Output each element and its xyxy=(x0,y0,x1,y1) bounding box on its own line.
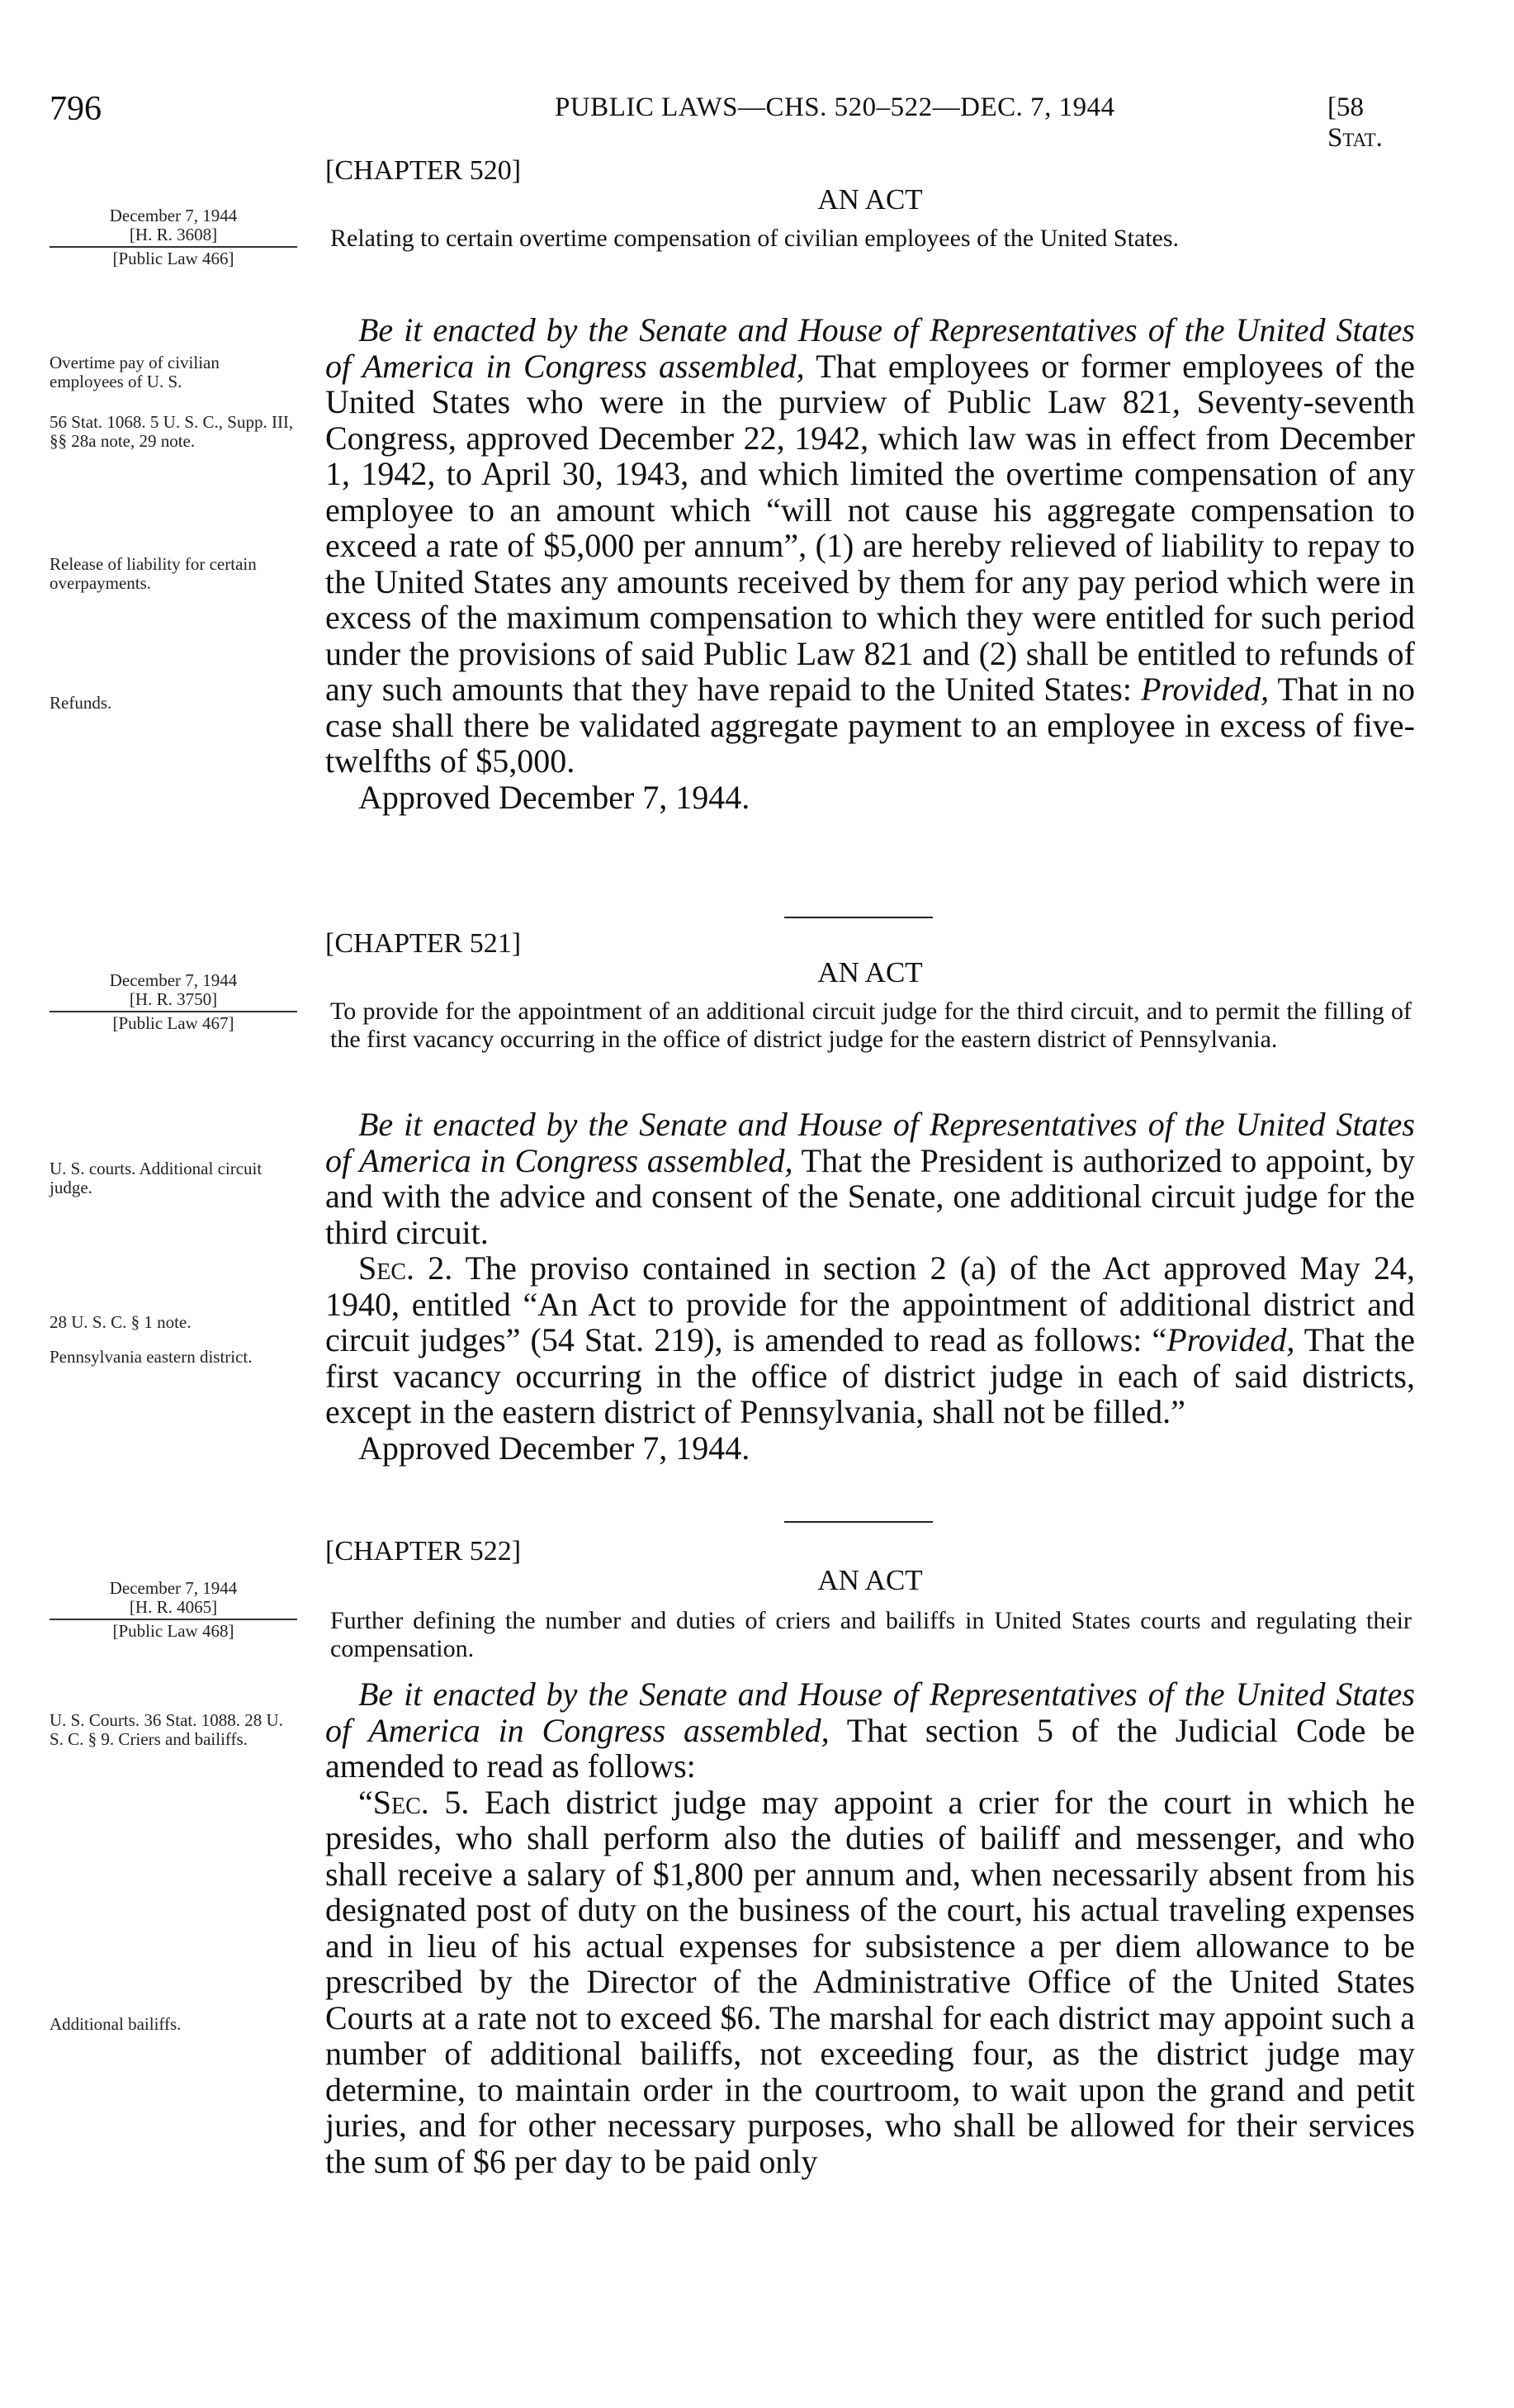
margin-public-law: [Public Law 467] xyxy=(112,1013,234,1033)
chapter-521-purpose: To provide for the appointment of an additional circuit judge for the third circuit, and to permit the filling of the first vacancy occurring in the office of district judge for the eastern district of Pennsylvania. xyxy=(330,998,1412,1053)
side-note: 28 U. S. C. § 1 note. xyxy=(50,1312,192,1332)
chapter-521-margin-citation xyxy=(50,971,297,1033)
chapter-520-body xyxy=(325,312,1415,815)
chapter-520-act-heading: AN ACT xyxy=(817,183,923,216)
chapter-521-act-heading: AN ACT xyxy=(817,956,923,988)
side-note: U. S. Courts. 36 Stat. 1088. 28 U. S. C. § 9. Criers and bailiffs. xyxy=(50,1710,283,1749)
proviso-text: That the first vacancy occurring in the office of district judge in each of said districts, except in the eastern district of Pennsylvania, shall not be filled.” xyxy=(325,1321,1416,1430)
approved-line: Approved December 7, 1944. xyxy=(358,1429,750,1467)
chapter-divider xyxy=(784,1521,933,1523)
side-note: Additional bailiffs. xyxy=(50,2014,182,2034)
chapter-divider xyxy=(784,917,933,918)
enacting-clause: Be it enacted by the Senate and House of Representatives of the United States of America in Congress assembled, xyxy=(325,1106,1415,1179)
body-text: That the President is authorized to appoint, by and with the advice and consent of the Senate, one additional circuit judge for the third circuit. xyxy=(325,1141,1415,1251)
side-note: 56 Stat. 1068. 5 U. S. C., Supp. III, §§ 28a note, 29 note. xyxy=(50,412,294,451)
margin-bill-number: [H. R. 3750] xyxy=(129,989,218,1009)
side-note: Release of liability for certain overpayments. xyxy=(50,554,257,593)
body-text: That section 5 of the Judicial Code be amended to read as follows: xyxy=(325,1711,1415,1785)
margin-rule xyxy=(50,1619,297,1620)
chapter-522-purpose: Further defining the number and duties of criers and bailiffs in United States courts and regulating their compensation. xyxy=(330,1607,1412,1662)
chapter-522-margin-citation xyxy=(50,1579,297,1641)
margin-date: December 7, 1944 xyxy=(109,206,238,225)
proviso-word: Provided, xyxy=(1141,671,1270,708)
margin-date: December 7, 1944 xyxy=(109,970,238,990)
chapter-521-label: [CHAPTER 521] xyxy=(325,928,522,959)
proviso-text: That in no case shall there be validated aggregate payment to an employee in excess of five-twelfths of $5,000. xyxy=(325,671,1416,780)
section-label: Sec. 2. xyxy=(358,1249,453,1287)
margin-rule xyxy=(50,1011,297,1012)
page-number: 796 xyxy=(50,90,102,128)
enacting-clause: Be it enacted by the Senate and House of Representatives of the United States of America in Congress assembled, xyxy=(325,311,1415,385)
volume-reference: [58 Stat. xyxy=(1327,92,1383,153)
side-note: U. S. courts. Additional circuit judge. xyxy=(50,1159,263,1197)
margin-public-law: [Public Law 468] xyxy=(112,1621,234,1641)
running-header xyxy=(50,89,1412,153)
body-text: That employees or former employees of the United States who were in the purview of Public Law 821, Seventy-seventh Congress, approved December 22, 1942, which law was in effect from December 1, 1942, to April 30, 1943, and which limited the overtime compensation of any employee to an amount which “will not cause his aggregate compensation to exceed a rate of $5,000 per annum”, (1) are hereby relieved of liability to repay to the United States any amounts received by them for any pay period which were in excess of the maximum compensation to which they were entitled for such period under the provisions of said Public Law 821 and (2) shall be entitled to refunds of any such amounts that they have repaid to the United States: xyxy=(325,347,1416,708)
chapter-520-margin-citation xyxy=(50,206,297,268)
chapter-522-act-heading: AN ACT xyxy=(817,1564,923,1596)
chapter-522-body xyxy=(325,1676,1415,2179)
margin-bill-number: [H. R. 4065] xyxy=(129,1597,218,1617)
section-label: “Sec. 5. xyxy=(358,1783,470,1821)
approved-line: Approved December 7, 1944. xyxy=(358,778,750,816)
section-text: Each district judge may appoint a crier for the court in which he presides, who shall perform also the duties of bailiff and messenger, and who shall receive a salary of $1,800 per annum and, when necessarily absent from his designated post of duty on the business of the court, his actual traveling expenses and in lieu of his actual expenses for subsistence a per diem allowance to be prescribed by the Director of the Administrative Office of the United States Courts at a rate not to exceed $6. The marshal for each district may appoint such a number of additional bailiffs, not exceeding four, as the district judge may determine, to maintain order in the courtroom, to wait upon the grand and petit juries, and for other necessary purposes, who shall be allowed for their services the sum of $6 per day to be paid only xyxy=(325,1783,1416,2180)
section-text: The proviso contained in section 2 (a) of the Act approved May 24, 1940, entitled “An Act to provide for the appointment of additional district and circuit judges” (54 Stat. 219), is amended to read as follows: “ xyxy=(325,1249,1416,1358)
margin-bill-number: [H. R. 3608] xyxy=(129,225,218,244)
side-note: Overtime pay of civilian employees of U. S. xyxy=(50,353,220,391)
chapter-521-body xyxy=(325,1107,1415,1466)
running-head-title: PUBLIC LAWS—CHS. 520–522—DEC. 7, 1944 xyxy=(555,92,1115,122)
chapter-520-purpose: Relating to certain overtime compensation of civilian employees of the United States. xyxy=(330,225,1180,252)
proviso-word: Provided, xyxy=(1166,1321,1295,1358)
margin-public-law: [Public Law 466] xyxy=(112,249,234,268)
side-note: Refunds. xyxy=(50,693,112,713)
enacting-clause: Be it enacted by the Senate and House of Representatives of the United States of America in Congress assembled, xyxy=(325,1676,1415,1749)
chapter-520-label: [CHAPTER 520] xyxy=(325,155,522,186)
margin-date: December 7, 1944 xyxy=(109,1578,238,1598)
chapter-522-label: [CHAPTER 522] xyxy=(325,1536,522,1567)
margin-rule xyxy=(50,246,297,248)
side-note: Pennsylvania eastern district. xyxy=(50,1347,253,1367)
